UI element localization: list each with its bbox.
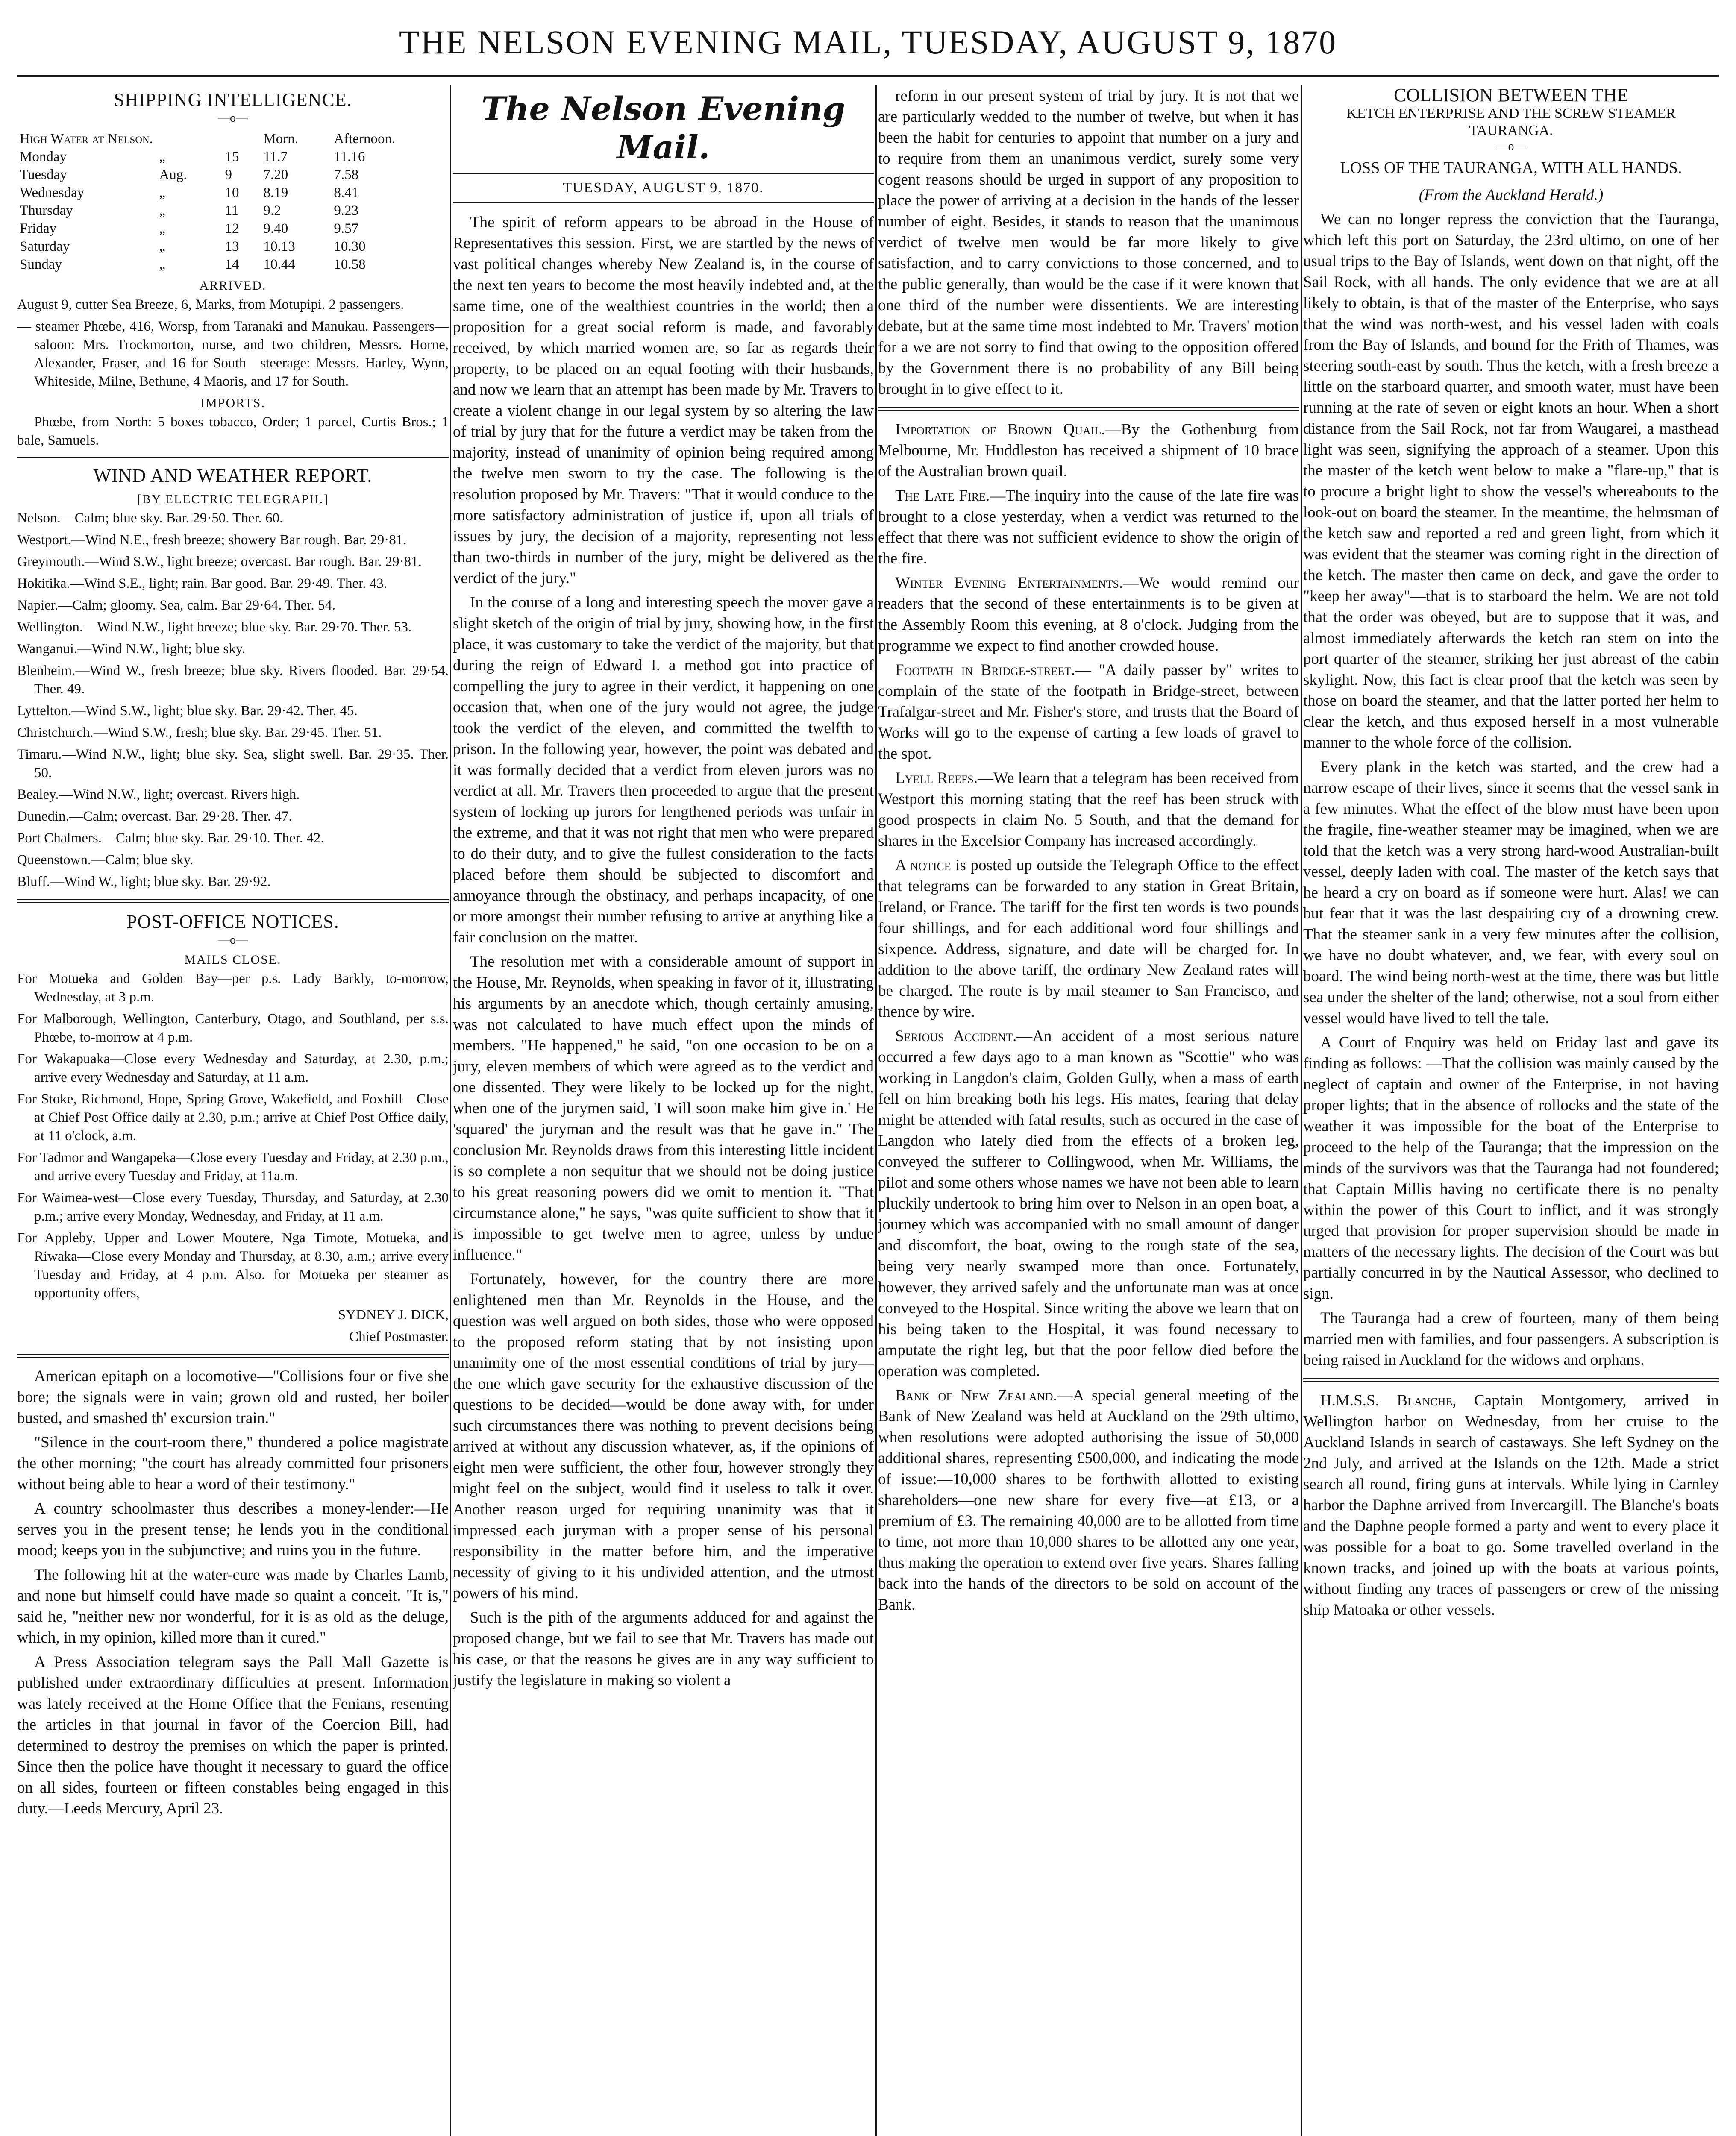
tide-cell-pm: 9.57 [334, 221, 359, 236]
article-headline: COLLISION BETWEEN THE [1393, 85, 1629, 106]
tide-cell-m: Aug. [159, 167, 187, 182]
article-paragraph: The Tauranga had a crew of fourteen, many of them being married men with families, and four passengers. A subscription is being raised in Auckland for the widows and orphans. [1303, 1309, 1719, 1369]
weather-entry: Napier.—Calm; gloomy. Sea, calm. Bar 29·64. Ther. 54. [17, 598, 336, 613]
arrived-entry: — steamer Phœbe, 416, Worsp, from Taranaki and Manukau. Passengers—saloon: Mrs. Trockmorton, nurse, and two children, Messrs. Horne, Alexander, Fraser, and 16 for South—steerage: Messrs. Harley, Wynn, Whiteside, Milne, Bethune, 4 Maoris, and 17 for South. [17, 319, 449, 389]
tide-cell-pm: 10.58 [334, 257, 366, 272]
post-notice: For Malborough, Wellington, Canterbury, Otago, and Southland, per s.s. Phœbe, to-morrow at 4 p.m. [17, 1011, 449, 1045]
news-item-text: — "A daily passer by" writes to complain of the state of the footpath in Bridge-street, between Trafalgar-street and Mr. Fisher's store, and trusts that the Board of Works will go to the expense of carting a few loads of gravel to the spot. [878, 661, 1299, 763]
shipping-title: SHIPPING INTELLIGENCE. [114, 89, 352, 110]
tide-row [17, 202, 449, 220]
article-subheadline: KETCH ENTERPRISE AND THE SCREW STEAMER TAURANGA. [1346, 106, 1676, 138]
mails-close-label: MAILS CLOSE. [184, 953, 282, 967]
divider [17, 1354, 449, 1358]
weather-entry: Wellington.—Wind N.W., light breeze; blue sky. Bar. 29·70. Ther. 53. [17, 619, 412, 635]
separator: —o— [1496, 140, 1526, 153]
weather-entry: Hokitika.—Wind S.E., light; rain. Bar good. Bar. 29·49. Ther. 43. [17, 576, 388, 591]
tide-table [17, 130, 449, 273]
imports-text: Phœbe, from North: 5 boxes tobacco, Order; 1 parcel, Curtis Bros.; 1 bale, Samuels. [17, 414, 449, 448]
blanche-item [1303, 1390, 1719, 1620]
post-notice: For Wakapuaka—Close every Wednesday and Saturday, at 2.30, p.m.; arrive every Wednesday and Saturday, at 11 a.m. [17, 1051, 449, 1085]
tide-cell-d: 15 [225, 149, 239, 164]
editorial-continuation [878, 85, 1299, 399]
local-news-items [878, 419, 1299, 1615]
news-item-text: —The inquiry into the cause of the late fire was brought to a close yesterday, when a verdict was returned to the effect that there was not sufficient evidence to show the origin of the fire. [878, 487, 1299, 567]
tide-cell-day: Monday [20, 149, 67, 164]
column-rule [1301, 85, 1302, 2136]
weather-entry: Bealey.—Wind N.W., light; overcast. Rivers high. [17, 787, 300, 802]
weather-entry: Christchurch.—Wind S.W., fresh; blue sky. Bar. 29·45. Ther. 51. [17, 725, 382, 740]
news-item-head: Lyell Reefs. [895, 769, 978, 787]
news-item-head: A notice [895, 857, 951, 874]
article-paragraph: We can no longer repress the conviction that the Tauranga, which left this port on Saturday, the 23rd ultimo, on one of her usual trips to the Bay of Islands, went down on that night, off the Sail Rock, with all hands. The only evidence that we are at all likely to obtain, is that of the master of the Enterprise, who says that the wind was north-west, and his vessel laden with coals from the Bay of Islands, and bound for the Frith of Thames, was steering south-east by south. Thus the ketch, with a fresh breeze a little on the starboard quarter, and smooth water, must have been running at the rate of seven or eight knots an hour. When a short distance from the Sail Rock, not far from Waugarei, a masthead light was seen, signifying the approach of a steamer. Upon this the master of the ketch went below to make a "flare-up," that is to procure a bright light to show the vessel's whereabouts to the look-out on board the steamer. In the meantime, the helmsman of the ketch saw and reported a red and green light, from which it was evident that the steamer was coming right in the direction of the ketch. The master then came on deck, and gave the order to "keep her away"—that is to starboard the helm. We are not told that the order was obeyed, but are to suppose that it was, and almost immediately afterwards the ketch ran stem on into the port quarter of the steamer, striking her just abreast of the cabin skylight. Now, this fact is clear proof that the ketch was seen by those on board the steamer, and that the latter ported her helm to clear the ketch, and thus exposed herself in a most vulnerable manner to the whole force of the collision. [1303, 211, 1719, 751]
editorial-date: TUESDAY, AUGUST 9, 1870. [453, 173, 874, 203]
weather-title: WIND AND WEATHER REPORT. [93, 465, 373, 486]
editorial-body [453, 212, 874, 1691]
tide-cell-am: 9.2 [263, 203, 281, 218]
article-paragraph: A Court of Enquiry was held on Friday last and gave its finding as follows: —That the collision was mainly caused by the neglect of captain and owner of the Enterprise, in not having proper lights; that in the absence of rollocks and the state of the weather it was impossible for the boat of the Enterprise to proceed to the help of the Tauranga; that the impression on the minds of the survivors was that the Tauranga had not foundered; that Captain Millis having no certificate there is no penalty within the power of this Court to inflict, and it was strongly urged that provision for proper supervision should be made in matters of the necessary lights. The decision of the Court was but partially concurred in by the Nautical Assessor, who declined to sign. [1303, 1034, 1719, 1303]
separator: —o— [218, 933, 248, 947]
weather-entry: Westport.—Wind N.E., fresh breeze; showery Bar rough. Bar. 29·81. [17, 532, 407, 548]
imports-title: IMPORTS. [200, 396, 265, 410]
weather-list [17, 509, 449, 891]
news-item-text: —A special general meeting of the Bank of New Zealand was held at Auckland on the 29th ultimo, when resolutions were adopted authorising the issue of 50,000 additional shares, representing £500,000, and indicating the mode of issue:—10,000 shares to be forthwith allotted to existing shareholders—one new share for every five—at £13, or a premium of £3. The remaining 40,000 are to be allotted from time to time, not more than 10,000 shares to be allotted any one year, thus making the operation to extend over five years. Shares falling back into the hands of the directors to be sold on account of the Bank. [878, 1387, 1299, 1614]
tide-header-row [17, 130, 449, 148]
tide-cell-pm: 11.16 [334, 149, 365, 164]
tide-row [17, 255, 449, 273]
news-item [878, 855, 1299, 1022]
weather-entry: Bluff.—Wind W., light; blue sky. Bar. 29·92. [17, 874, 271, 889]
editorial-paragraph: The resolution met with a considerable amount of support in the House, Mr. Reynolds, when speaking in favor of it, illustrating his arguments by an anecdote which, though certainly amusing, was not calculated to have much effect upon the minds of members. "He happened," he said, "on one occasion to be on a jury, eleven members of which were agreed as to the verdict and one dissented. They were likely to be locked up for the night, when one of the jurymen said, 'I will soon make him give in.' He 'squared' the juryman and the result was that he gave in." The conclusion Mr. Reynolds draws from this interesting little incident is so complete a non sequitur that we should not be doing justice to his great reasoning powers did we omit to mention it. "That circumstance alone," he says, "was quite sufficient to show that it is impossible to get twelve men to agree, unless by undue influence." [453, 953, 874, 1264]
misc-paragraph: A country schoolmaster thus describes a money-lender:—He serves you in the present tense; he lends you in the conditional mood; keeps you in the subjunctive; and ruins you in the future. [17, 1500, 449, 1559]
tide-row [17, 148, 449, 166]
tide-cell-day: Saturday [20, 239, 70, 254]
tide-cell-pm: 8.41 [334, 185, 359, 200]
post-notice: For Waimea-west—Close every Tuesday, Thursday, and Saturday, at 2.30 p.m.; arrive every Monday, Wednesday, and Friday, at 11 a.m. [17, 1190, 449, 1224]
tide-cell-m: „ [159, 185, 166, 200]
masthead-rule [17, 75, 1719, 77]
tide-cell-am: 10.13 [263, 239, 295, 254]
news-item [878, 572, 1299, 656]
article-paragraph: Every plank in the ketch was started, and the crew had a narrow escape of their lives, since it seems that the vessel sank in a few minutes. What the effect of the blow must have been upon the fragile, fine-weather steamer may be imagined, when we are told that the ketch was a very strong hard-wood Australian-built vessel, deeply laden with coal. The master of the ketch says that he heard a cry on board as if someone were hurt. Alas! we can but fear that it was the last despairing cry of a drowning crew. That the steamer sank in a very few minutes after the collision, we have no doubt whatever, and, we fear, with every soul on board. The wind being north-west at the time, there was but little sea under the shelter of the land; otherwise, not a soul from either vessel would have lived to tell the tale. [1303, 758, 1719, 1027]
weather-entry: Blenheim.—Wind W., fresh breeze; blue sky. Rivers flooded. Bar. 29·54. Ther. 49. [17, 663, 449, 697]
column-2 [453, 85, 874, 2136]
weather-entry: Lyttelton.—Wind S.W., light; blue sky. Bar. 29·42. Ther. 45. [17, 703, 358, 719]
tide-cell-day: Sunday [20, 257, 62, 272]
tide-header-label: High Water at Nelson. [20, 131, 153, 147]
tide-cell-am: 11.7 [263, 149, 288, 164]
news-item-head: Footpath in Bridge-street. [895, 661, 1075, 679]
tide-cell-day: Thursday [20, 203, 73, 218]
news-item [878, 660, 1299, 764]
news-item-head: Serious Accident. [895, 1027, 1017, 1045]
column-rule [875, 85, 877, 2136]
misc-paragraph: A Press Association telegram says the Pall Mall Gazette is published under extraordinary difficulties at present. Information was lately received at the Home Office that the Fenians, resenting the articles in that journal in favor of the Coercion Bill, had determined to destroy the premises on which the paper is printed. Since then the police have thought it necessary to guard the office on all sides, fourteen or fifteen constables being engaged in this duty.—Leeds Mercury, April 23. [17, 1653, 449, 1817]
divider [878, 407, 1299, 411]
tide-cell-d: 10 [225, 185, 239, 200]
news-item-head: The Late Fire. [895, 487, 990, 505]
tide-row [17, 184, 449, 202]
arrived-entry: August 9, cutter Sea Breeze, 6, Marks, from Motupipi. 2 passengers. [17, 297, 404, 312]
tide-cell-pm: 7.58 [334, 167, 359, 182]
post-notice: For Stoke, Richmond, Hope, Spring Grove, Wakefield, and Foxhill—Close at Chief Post Office daily at 2.30, p.m.; arrive at Chief Post Office daily, at 11 o'clock, a.m. [17, 1091, 449, 1144]
divider [17, 899, 449, 903]
weather-entry: Port Chalmers.—Calm; blue sky. Bar. 29·10. Ther. 42. [17, 830, 324, 846]
misc-paragraph: The following hit at the water-cure was made by Charles Lamb, and none but himself could have made so quaint a conceit. "It is," said he, "neither new nor wonderful, for it is as old as the deluge, which, in my opinion, killed more than it cured." [17, 1566, 449, 1646]
news-item-head: Bank of New Zealand. [895, 1387, 1057, 1404]
tide-cell-day: Friday [20, 221, 57, 236]
editorial-paragraph: Such is the pith of the arguments adduced for and against the proposed change, but we fail to see that Mr. Travers has made out his case, or that the reasons he gives are in any way sufficient to justify the legislature in making so violent a [453, 1609, 874, 1689]
weather-entry: Queenstown.—Calm; blue sky. [17, 852, 194, 868]
news-item [878, 419, 1299, 482]
post-notice: For Tadmor and Wangapeka—Close every Tuesday and Friday, at 2.30 p.m., and arrive every Tuesday and Friday, at 11a.m. [17, 1150, 449, 1184]
misc-items [17, 1366, 449, 1819]
weather-entry: Dunedin.—Calm; overcast. Bar. 29·28. Ther. 47. [17, 809, 292, 824]
news-item-text: —By the Gothenburg from Melbourne, Mr. Huddleston has received a shipment of 10 brace of the Australian brown quail. [878, 421, 1299, 480]
post-notice: For Appleby, Upper and Lower Moutere, Nga Timote, Motueka, and Riwaka—Close every Monday and Thursday, at 8.30, a.m.; arrive every Tuesday and Friday, at 4 p.m. Also. for Motueka per steamer as opportunity offers, [17, 1230, 449, 1301]
tide-cell-day: Wednesday [20, 185, 85, 200]
weather-entry: Nelson.—Calm; blue sky. Bar. 29·50. Ther. 60. [17, 511, 283, 526]
column-rule [450, 85, 451, 2136]
news-item [878, 485, 1299, 569]
misc-paragraph: American epitaph on a locomotive—"Collisions four or five she bore; the signals were in vain; grown old and rusted, her boiler busted, and smashed th' excursion train." [17, 1367, 449, 1427]
blanche-text: Captain Montgomery, arrived in Wellington harbor on Wednesday, from her cruise to the Auckland Islands in search of castaways. She left Sydney on the 2nd July, and arrived at the Islands on the 12th. Made a strict search all round, firing guns at intervals. While lying in Carnley harbor the Daphne arrived from Invercargill. The Blanche's boats and the Daphne people formed a party and went to every place it was possible for a boat to go. Some travelled overland in the known tracks, and joined up with the boats at various points, without finding any traces of passengers or crew of the missing ship Matoaka or other vessels. [1303, 1392, 1719, 1619]
tide-cell-am: 7.20 [263, 167, 288, 182]
tide-row [17, 220, 449, 238]
tide-cell-d: 14 [225, 257, 239, 272]
post-list [17, 970, 449, 1303]
news-item [878, 1385, 1299, 1615]
post-notice: For Motueka and Golden Bay—per p.s. Lady Barkly, to-morrow, Wednesday, at 3 p.m. [17, 971, 449, 1005]
news-item-head: Winter Evening Entertainments. [895, 574, 1123, 592]
divider [17, 457, 449, 458]
tide-cell-day: Tuesday [20, 167, 67, 182]
postmaster-name: SYDNEY J. DICK, [338, 1307, 449, 1323]
tide-cell-am: 8.19 [263, 185, 288, 200]
tide-row [17, 238, 449, 255]
post-office-title: POST-OFFICE NOTICES. [126, 911, 339, 932]
news-item [878, 1026, 1299, 1382]
tide-cell-m: „ [159, 149, 166, 164]
arrived-title: ARRIVED. [199, 279, 267, 293]
tide-cell-d: 11 [225, 203, 239, 218]
blanche-head: H.M.S.S. Blanche, [1320, 1392, 1457, 1409]
weather-subtitle: [BY ELECTRIC TELEGRAPH.] [137, 492, 329, 506]
tide-cell-m: „ [159, 239, 166, 254]
weather-entry: Greymouth.—Wind S.W., light breeze; overcast. Bar rough. Bar. 29·81. [17, 554, 422, 569]
tide-header-aft: Afternoon. [334, 131, 396, 147]
tide-cell-m: „ [159, 257, 166, 272]
tide-cell-d: 9 [225, 167, 232, 182]
misc-paragraph: "Silence in the court-room there," thundered a police magistrate the other morning; "the court has already committed four prisoners without being able to hear a word of their testimony." [17, 1434, 449, 1493]
tide-cell-am: 9.40 [263, 221, 288, 236]
editorial-paragraph: reform in our present system of trial by jury. It is not that we are particularly wedded to the number of twelve, but when it has been the habit for centuries to appoint that number on a jury and to require from them an unanimous verdict, surely some very cogent reasons should be urged in support of any proposition to place the power of arriving at a decision in the hands of the lesser number of eight. Besides, it stands to reason that the unanimous verdict of twelve men would be far more likely to give satisfaction, and to carry convictions to those concerned, and to the public generally, than would be the case if it were known that one third of the number were dissentients. We are interesting debate, but at the same time most indebted to Mr. Travers' motion for a we are not sorry to find that owing to the opposition offered by the Government there is no probability of any Bill being brought in to give effect to it. [878, 87, 1299, 398]
editorial-paragraph: Fortunately, however, for the country there are more enlightened men than Mr. Reynolds in the House, and the question was well argued on both sides, those who were opposed to the proposed reform stating that by not insisting upon unanimity one of the most essential conditions of trial by jury—the one which gave security for the exhaustive discussion of the questions to be decided—would be done away with, for under such circumstances there was nothing to prevent decisions being arrived at without any discussion whatever, as, if the opinions of eight men were sufficient, the other four, however strongly they might feel on the subject, would find it useless to talk it over. Another reason urged for requiring unanimity was that it impressed each juryman with a proper sense of his personal responsibility in the matter before him, and the imperative necessity of giving to it his undivided attention, and the utmost powers of his mind. [453, 1270, 874, 1602]
tide-cell-am: 10.44 [263, 257, 295, 272]
masthead: THE NELSON EVENING MAIL, TUESDAY, AUGUST 9, 1870 [399, 23, 1337, 61]
tide-cell-m: „ [159, 221, 166, 236]
separator: —o— [218, 111, 248, 125]
tide-row [17, 166, 449, 184]
news-item-text: —We would remind our readers that the second of these entertainments is to be given at the Assembly Room this evening, at 8 o'clock. Judging from the programme we expect to find another crowded house. [878, 574, 1299, 654]
news-item-text: —We learn that a telegram has been received from Westport this morning stating that the reef has been struck with good prospects in claim No. 5 South, and that the demand for shares in the Excelsior Company has increased accordingly. [878, 769, 1299, 850]
article-deck: LOSS OF THE TAURANGA, WITH ALL HANDS. [1340, 159, 1682, 177]
paper-title: The Nelson Evening Mail. [481, 90, 846, 166]
divider [1303, 1378, 1719, 1382]
tide-cell-pm: 10.30 [334, 239, 366, 254]
news-item-text: is posted up outside the Telegraph Office to the effect that telegrams can be forwarded to any station in Great Britain, Ireland, or France. The tariff for the first ten words is two pounds four shillings, and for each additional word four shillings and sixpence. Address, signature, and date will be charged for. In addition to the above tariff, the ordinary New Zealand rates will be charged. The route is by mail steamer to San Francisco, and thence by wire. [878, 857, 1299, 1021]
collision-article-body [1303, 209, 1719, 1370]
editorial-paragraph: In the course of a long and interesting speech the mover gave a slight sketch of the origin of trial by jury, showing how, in the first place, it was customary to take the verdict of the majority, but that during the reign of Edward I. a method got into practice of compelling the jury to agree in their verdict, it happening on one occasion that, when one of the jury would not agree, the judge took the verdict of the eleven, and committed the twelfth to prison. In the following year, however, the point was debated and it was formally decided that a verdict from eleven jurors was no verdict at all. Mr. Travers then proceeded to argue that the present system of locking up jurors for lengthened periods was unfair in the extreme, and that it was not right that men who were prepared to do their duty, and to give the fullest consideration to the facts placed before them should be subjected to discomfort and annoyance through the obstinacy, and perhaps incapacity, of one or more amongst their number refusing to arrive at anything like a fair conclusion on the matter. [453, 594, 874, 946]
tide-cell-d: 13 [225, 239, 239, 254]
weather-entry: Wanganui.—Wind N.W., light; blue sky. [17, 641, 246, 657]
postmaster-title: Chief Postmaster. [349, 1329, 449, 1344]
column-4 [1303, 85, 1719, 2136]
column-1 [17, 85, 449, 2136]
weather-entry: Timaru.—Wind N.W., light; blue sky. Sea, slight swell. Bar. 29·35. Ther. 50. [17, 747, 449, 780]
news-item [878, 768, 1299, 851]
editorial-paragraph: The spirit of reform appears to be abroad in the House of Representatives this session. First, we are startled by the news of vast political changes whereby New Zealand is, in the course of the next ten years to become the most heavily indebted and, at the same time, one of the wealthiest countries in the world; then a proposition for a great social reform is made, and favorably received, by which married women are, so far as regards their property, to be placed on an equal footing with their husbands, and now we learn that an attempt has been made by Mr. Travers to create a violent change in our legal system by so altering the law of trial by jury that for the future a verdict may be taken from the majority, instead of unanimity of opinion being required among the twelve men sworn to try the case. The following is the resolution proposed by Mr. Travers: "That it would conduce to the more satisfactory administration of justice if, upon all trials of issues by jury, the decision of a majority, representing not less than two-thirds in number of the jury, might be delivered as the verdict of the jury." [453, 214, 874, 587]
column-3 [878, 85, 1299, 2136]
tide-header-morn: Morn. [263, 131, 299, 147]
news-item-head: Importation of Brown Quail. [895, 421, 1105, 438]
article-source: (From the Auckland Herald.) [1419, 186, 1604, 204]
news-item-text: —An accident of a most serious nature occurred a few days ago to a man known as "Scottie" who was working in Langdon's claim, Golden Gully, when a mass of earth fell on him breaking both his legs. His mates, fearing that delay might be attended with fatal results, such as occured in the case of Langdon who lately died from the effects of a broken leg, conveyed the sufferer to Collingwood, when Mr. Williams, the pilot and some others whose names we have not been able to learn pluckily undertook to bring him over to Nelson in an open boat, a journey which was accompanied with no small amount of danger and discomfort, the boat, owing to the rough state of the sea, being very nearly swamped more than once. Fortunately, however, they arrived safely and the unfortunate man was at once conveyed to the Hospital. Since writing the above we learn that on his being taken to the Hospital, it was found necessary to amputate the right leg, but that the poor fellow died before the operation was completed. [878, 1027, 1299, 1380]
tide-cell-pm: 9.23 [334, 203, 359, 218]
tide-cell-d: 12 [225, 221, 239, 236]
tide-cell-m: „ [159, 203, 166, 218]
